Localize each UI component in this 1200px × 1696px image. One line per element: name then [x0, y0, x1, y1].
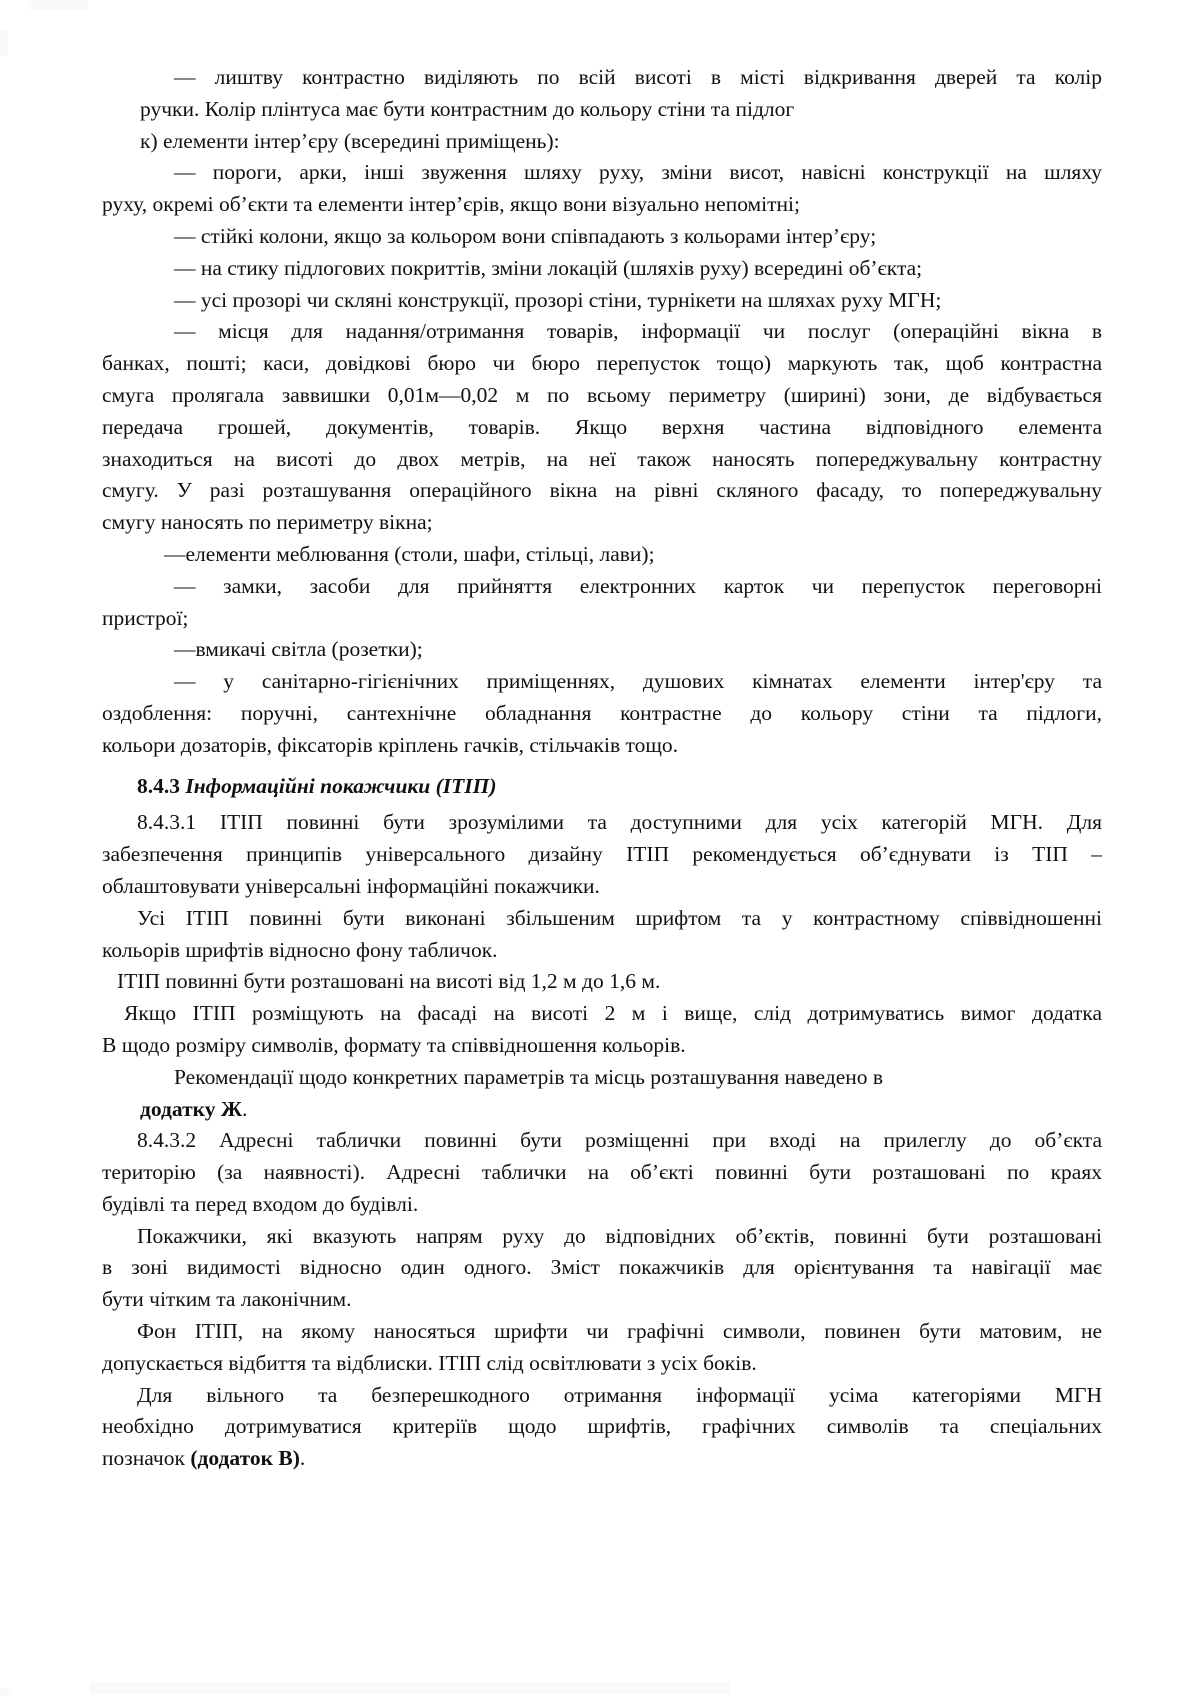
text-line — [102, 1443, 1102, 1475]
text-line — [102, 666, 1102, 698]
text-run: — пороги, арки, інші звуження шляху руху, зміни висот, навісні конструкції на шляху — [174, 160, 1102, 185]
text-run: 8.4.3.2 Адресні таблички повинні бути розміщенні при вході на прилеглу до об’єкта — [137, 1128, 1102, 1153]
paragraph-stiiki-kolony — [102, 221, 1102, 253]
text-line — [102, 771, 1102, 803]
text-line — [102, 1189, 1102, 1221]
text-run: в зоні видимості відносно один одного. Зміст покажчиків для орієнтування та навігації має — [102, 1255, 1102, 1280]
text-line — [102, 444, 1102, 476]
scan-noise — [90, 1682, 730, 1694]
paragraph-vysota-roztashuvannia — [102, 966, 1102, 998]
text-run: Рекомендації щодо конкретних параметрів та місць розташування наведено в — [174, 1064, 884, 1089]
text-run: бути чітким та лаконічним. — [102, 1287, 352, 1312]
text-line — [102, 62, 1102, 94]
text-run: необхідно дотримуватися критеріїв щодо шрифтів, графічних символів та спеціальних — [102, 1414, 1102, 1439]
paragraph-item-k — [102, 126, 1102, 158]
text-line — [102, 1062, 1102, 1094]
text-run: оздоблення: поручні, сантехнічне обладнання контрастне до кольору стіни та підлоги, — [102, 700, 1102, 725]
paragraph-vilnyi-dostup — [102, 1380, 1102, 1475]
text-run: — стійкі колони, якщо за кольором вони співпадають з кольорами інтер’єру; — [174, 223, 877, 248]
text-run: к) елементи інтер’єру (всередині приміщень): — [140, 128, 560, 153]
text-line — [102, 221, 1102, 253]
text-run: — лиштву контрастно виділяють по всій висоті в місті відкривання дверей та колір — [174, 65, 1102, 89]
text-run: —елементи меблювання (столи, шафи, стільці, лави); — [164, 541, 655, 566]
section-heading-8-4-3 — [102, 771, 1102, 803]
paragraph-mistsia-nadannia — [102, 316, 1102, 539]
paragraph-styk-pokryttiv — [102, 253, 1102, 285]
paragraph-porohy — [102, 157, 1102, 221]
text-line — [102, 871, 1102, 903]
paragraph-sanitarno-hihiienichni — [102, 666, 1102, 761]
text-line — [102, 935, 1102, 967]
paragraph-8-4-3-1 — [102, 807, 1102, 902]
text-line — [102, 603, 1102, 635]
paragraph-8-4-3-2 — [102, 1125, 1102, 1220]
text-line — [102, 903, 1102, 935]
text-line — [102, 1221, 1102, 1253]
text-run: Для вільного та безперешкодного отримання інформації усіма категоріями МГН — [137, 1382, 1102, 1407]
scan-noise — [0, 1688, 12, 1696]
document-text — [102, 62, 1102, 1475]
text-run: допускається відбиття та відблиски. ІТІП слід освітлювати з усіх боків. — [102, 1350, 757, 1375]
text-line — [102, 1030, 1102, 1062]
paragraph-pokazhchyky — [102, 1221, 1102, 1316]
text-run: Усі ІТІП повинні бути виконані збільшеним шрифтом та у контрастному співвідношенні — [137, 905, 1102, 930]
text-run: —вмикачі світла (розетки); — [174, 637, 423, 662]
text-line — [102, 253, 1102, 285]
text-run: додатку Ж — [140, 1096, 243, 1121]
text-line — [102, 966, 1102, 998]
text-line — [102, 157, 1102, 189]
text-line — [102, 348, 1102, 380]
text-line — [102, 1316, 1102, 1348]
text-run: . — [242, 1096, 248, 1121]
text-run: . — [299, 1446, 306, 1471]
text-run: забезпечення принципів універсального дизайну ІТІП рекомендується об’єднувати із ТІП – — [102, 842, 1102, 867]
text-run: кольорів шрифтів відносно фону табличок. — [102, 937, 498, 962]
text-line — [102, 1284, 1102, 1316]
text-run: будівлі та перед входом до будівлі. — [102, 1191, 419, 1216]
text-line — [102, 634, 1102, 666]
text-line — [102, 571, 1102, 603]
text-run: кольори дозаторів, фіксаторів кріплень гачків, стільчаків тощо. — [102, 732, 679, 757]
text-run: — у санітарно-гігієнічних приміщеннях, душових кімнатах елементи інтер'єру та — [174, 669, 1102, 694]
text-line — [102, 839, 1102, 871]
text-line — [102, 807, 1102, 839]
paragraph-lyshtva — [102, 62, 1102, 126]
text-run: — замки, засоби для прийняття електронних карток чи перепусток переговорні — [174, 573, 1102, 598]
scan-noise — [28, 0, 88, 10]
text-run: 8.4.3 — [137, 773, 186, 798]
text-line — [102, 412, 1102, 444]
text-run: смугу. У разі розташування операційного вікна на рівні скляного фасаду, то попереджувальну — [102, 478, 1102, 503]
text-run: знаходиться на висоті до двох метрів, на неї також наносять попереджувальну контрастну — [102, 446, 1102, 471]
text-run: Покажчики, які вказують напрям руху до відповідних об’єктів, повинні бути розташовані — [137, 1223, 1102, 1248]
text-line — [102, 1125, 1102, 1157]
text-run: Фон ІТІП, на якому наносяться шрифти чи графічні символи, повинен бути матовим, не — [137, 1319, 1102, 1344]
text-line — [102, 1157, 1102, 1189]
text-run: смуга пролягала заввишки 0,01м—0,02 м по всьому периметру (ширині) зони, де відбувається — [102, 382, 1102, 407]
text-run: (додаток В) — [190, 1446, 300, 1471]
text-run: Якщо ІТІП розміщують на фасаді на висоті 2 м і вище, слід дотримуватись вимог додатка — [124, 1001, 1102, 1026]
text-run: В щодо розміру символів, формату та співвідношення кольорів. — [102, 1032, 686, 1057]
text-line — [102, 1094, 1102, 1126]
text-line — [102, 189, 1102, 221]
text-run: — місця для надання/отримання товарів, інформації чи послуг (операційні вікна в — [174, 319, 1102, 344]
text-run: ІТІП повинні бути розташовані на висоті від 1,2 м до 1,6 м. — [117, 969, 661, 994]
text-line — [102, 316, 1102, 348]
text-run: передача грошей, документів, товарів. Якщо верхня частина відповідного елемента — [102, 414, 1102, 439]
text-line — [102, 475, 1102, 507]
text-line — [102, 507, 1102, 539]
paragraph-prozori-konstruktsii — [102, 285, 1102, 317]
paragraph-zamky — [102, 571, 1102, 635]
text-run: Інформаційні покажчики (ІТІП) — [185, 773, 497, 798]
text-line — [102, 1348, 1102, 1380]
paragraph-vmykachi — [102, 634, 1102, 666]
text-run: територію (за наявності). Адресні таблички на об’єкті повинні бути розташовані по краях — [102, 1160, 1102, 1185]
text-line — [102, 1252, 1102, 1284]
text-run: облаштовувати універсальні інформаційні покажчики. — [102, 873, 600, 898]
text-run: пристрої; — [102, 605, 189, 630]
scan-noise — [0, 30, 8, 56]
text-line — [102, 539, 1102, 571]
text-line — [102, 730, 1102, 762]
text-line — [102, 126, 1102, 158]
text-run: — усі прозорі чи скляні конструкції, прозорі стіни, турнікети на шляхах руху МГН; — [174, 287, 942, 312]
paragraph-fon-itip — [102, 1316, 1102, 1380]
paragraph-rekomendatsii — [102, 1062, 1102, 1126]
text-line — [102, 285, 1102, 317]
text-line — [102, 998, 1102, 1030]
text-run: руху, окремі об’єкти та елементи інтер’єрів, якщо вони візуально непомітні; — [102, 192, 800, 217]
paragraph-fasad — [102, 998, 1102, 1062]
text-line — [102, 380, 1102, 412]
text-run: — на стику підлогових покриттів, зміни локацій (шляхів руху) всередині об’єкта; — [174, 255, 923, 280]
text-run: 8.4.3.1 ІТІП повинні бути зрозумілими та доступними для усіх категорій МГН. Для — [137, 810, 1102, 835]
text-run: смугу наносять по периметру вікна; — [102, 510, 433, 535]
text-run: позначок — [102, 1446, 191, 1471]
paragraph-mebliuvannia — [102, 539, 1102, 571]
text-line — [102, 698, 1102, 730]
text-line — [102, 94, 1102, 126]
text-line — [102, 1411, 1102, 1443]
text-line — [102, 1380, 1102, 1412]
paragraph-usi-itip — [102, 903, 1102, 967]
text-run: банках, пошті; каси, довідкові бюро чи бюро перепусток тощо) маркують так, щоб контрастна — [102, 351, 1102, 376]
text-run: ручки. Колір плінтуса має бути контрастним до кольору стіни та підлог — [140, 96, 795, 121]
